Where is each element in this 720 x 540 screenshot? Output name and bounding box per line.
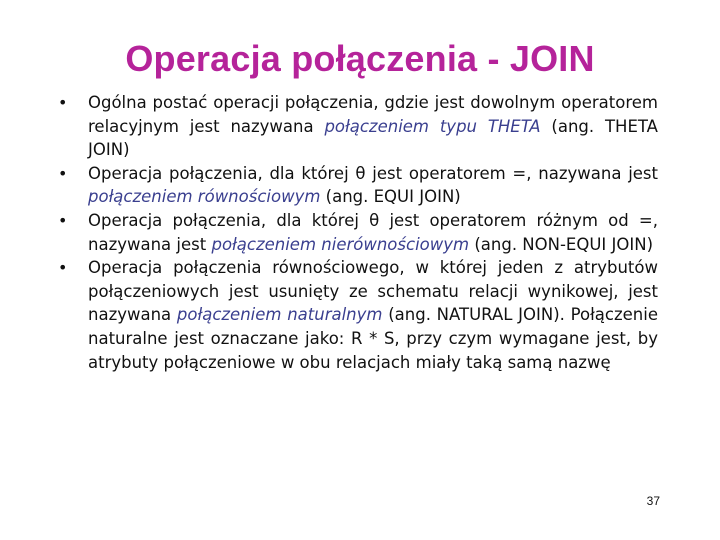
bullet-text-plain: Operacja połączenia, dla której θ jest operatorem =, nazywana jest: [88, 163, 658, 183]
bullet-text-emphasis: połączeniem naturalnym: [176, 305, 383, 325]
page-number: 37: [646, 494, 660, 508]
bullet-item: [58, 91, 658, 162]
bullet-text-plain: (ang. NATURAL JOIN). Połączenie naturalne jest oznaczane jako: R * S, przy czym wymagane jest, by atrybuty połączeniowe w obu relacjach miały taką samą nazwę: [88, 305, 658, 372]
bullet-text-emphasis: połączeniem typu THETA: [324, 116, 541, 136]
bullet-text-plain: Operacja połączenia równościowego, w której jeden z atrybutów połączeniowych jest usunięty ze schematu relacji wynikowej, jest nazywana: [88, 258, 658, 325]
bullet-text-plain: Operacja połączenia, dla której θ jest operatorem różnym od =, nazywana jest: [88, 210, 658, 254]
bullet-text-plain: (ang. EQUI JOIN): [320, 187, 461, 207]
slide-title: Operacja połączenia - JOIN: [125, 38, 595, 79]
bullet-item: [58, 162, 658, 209]
bullet-text-plain: (ang. NON-EQUI JOIN): [469, 234, 654, 254]
bullet-item: [58, 256, 658, 374]
bullet-text-emphasis: połączeniem nierównościowym: [211, 234, 470, 254]
bullet-text-emphasis: połączeniem równościowym: [88, 187, 321, 207]
bullet-text-plain: (ang. THETA JOIN): [88, 116, 658, 160]
bullet-text: [88, 209, 658, 256]
bullet-text-plain: Ogólna postać operacji połączenia, gdzie jest dowolnym operatorem relacyjnym jest nazywana: [88, 93, 658, 136]
bullet-text: [88, 256, 658, 374]
bullet-list: [58, 91, 658, 374]
bullet-text: [88, 91, 658, 162]
bullet-icon: •: [58, 210, 68, 230]
bullet-text: [88, 162, 658, 209]
bullet-icon: •: [58, 93, 68, 112]
bullet-icon: •: [58, 258, 68, 278]
bullet-item: [58, 209, 658, 256]
bullet-icon: •: [58, 163, 68, 183]
